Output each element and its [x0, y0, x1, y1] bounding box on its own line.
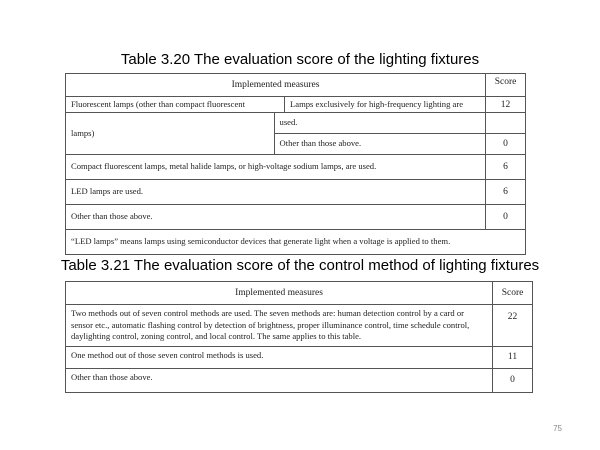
compact-lamps-score: 6: [486, 155, 526, 180]
table-row: [66, 180, 526, 205]
table-row: [66, 305, 533, 347]
high-freq-score: 12: [486, 97, 526, 114]
table-320-title: Table 3.20 The evaluation score of the lighting fixtures: [120, 51, 480, 68]
table-header-row: [66, 74, 526, 97]
table-row: [66, 346, 533, 368]
table-321-title: Table 3.21 The evaluation score of the control method of lighting fixtures: [60, 257, 540, 274]
table-row: [66, 113, 526, 134]
one-method-score: 11: [493, 346, 533, 368]
one-method-cell: One method out of those seven control methods is used.: [66, 346, 493, 368]
other-score: 0: [486, 205, 526, 230]
led-lamps-score: 6: [486, 180, 526, 205]
lighting-fixtures-table-header: [65, 73, 526, 114]
compact-lamps-cell: Compact fluorescent lamps, metal halide lamps, or high-voltage sodium lamps, are used.: [66, 155, 486, 180]
led-note: “LED lamps” means lamps using semiconductor devices that generate light when a voltage is applied to them.: [66, 230, 526, 255]
control-method-table: [65, 281, 533, 393]
two-methods-score: 22: [493, 305, 533, 347]
table-row: [66, 230, 526, 255]
fluorescent-cell-part1: Fluorescent lamps (other than compact fluorescent: [66, 97, 285, 113]
high-freq-cell-part2: used.: [274, 113, 486, 134]
page-number: 75: [553, 424, 562, 433]
other-fluorescent-cell: Other than those above.: [274, 134, 486, 155]
column-header-score: Score: [493, 282, 533, 305]
column-header-measures: Implemented measures: [66, 74, 486, 97]
table-row: [66, 155, 526, 180]
high-freq-score-continued: [486, 113, 526, 134]
table-row: [66, 368, 533, 392]
led-lamps-cell: LED lamps are used.: [66, 180, 486, 205]
table-header-row: [66, 282, 533, 305]
lighting-fixtures-table: [65, 112, 526, 255]
other-fluorescent-score: 0: [486, 134, 526, 155]
table-row: [66, 205, 526, 230]
other-methods-cell: Other than those above.: [66, 368, 493, 392]
fluorescent-cell-part2: lamps): [66, 113, 275, 155]
column-header-measures: Implemented measures: [66, 282, 493, 305]
other-cell: Other than those above.: [66, 205, 486, 230]
other-methods-score: 0: [493, 368, 533, 392]
two-methods-cell: Two methods out of seven control methods are used. The seven methods are: human detection control by a card or sensor etc., automatic flashing control by detection of brightness, proper illuminance control, time schedule control, daylighting control, zoning control, and local control. The same applies to this table.: [66, 305, 493, 347]
high-freq-cell-part1: Lamps exclusively for high-frequency lighting are: [290, 99, 464, 109]
column-header-score: Score: [486, 74, 526, 97]
